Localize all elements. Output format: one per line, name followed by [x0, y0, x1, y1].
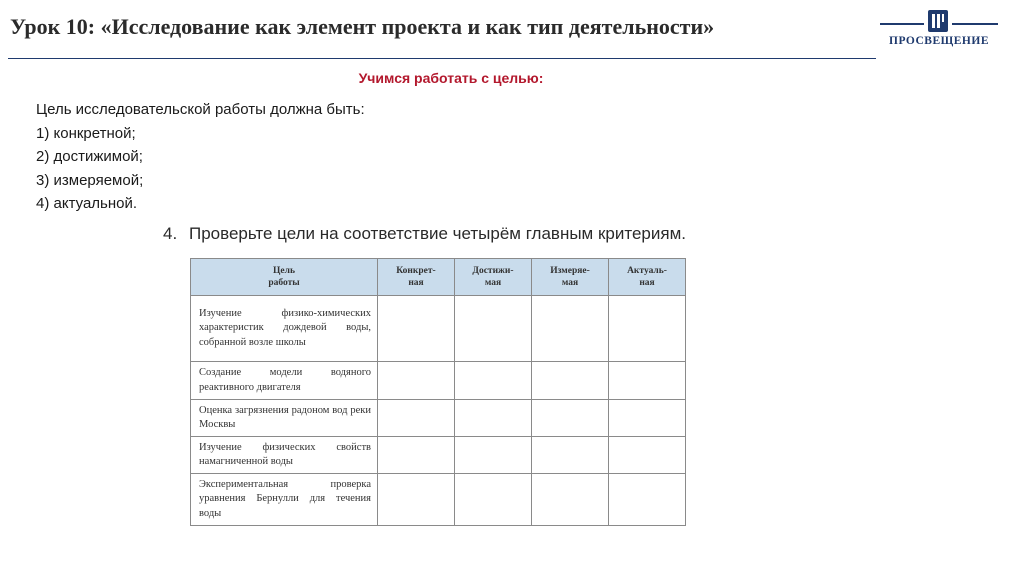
- goal-cell: Создание модели водяного реактивного двигателя: [191, 362, 378, 400]
- empty-cell: [455, 437, 532, 474]
- goals-criteria-table: [190, 258, 686, 526]
- empty-cell: [532, 474, 609, 526]
- section-subtitle: Учимся работать с целью:: [358, 70, 544, 86]
- header-measurable: Измеряе- мая: [532, 259, 609, 296]
- task-text: Проверьте цели на соответствие четырём главным критериям.: [189, 224, 686, 243]
- criteria-list: [36, 98, 365, 216]
- table-row: [191, 400, 686, 437]
- task-instruction: [163, 224, 686, 244]
- logo-line-left: [880, 23, 924, 25]
- empty-cell: [609, 474, 686, 526]
- empty-cell: [455, 474, 532, 526]
- empty-cell: [609, 362, 686, 400]
- slide-title: Урок 10: «Исследование как элемент проекта и как тип деятельности»: [10, 14, 715, 39]
- empty-cell: [532, 437, 609, 474]
- empty-cell: [455, 362, 532, 400]
- goal-cell: Оценка загрязнения радоном вод реки Москвы: [191, 400, 378, 437]
- header-goal: Цель работы: [191, 259, 378, 296]
- table-row: [191, 437, 686, 474]
- table-row: [191, 474, 686, 526]
- logo-line-right: [952, 23, 998, 25]
- table-row: [191, 362, 686, 400]
- empty-cell: [532, 400, 609, 437]
- empty-cell: [455, 296, 532, 362]
- header-relevant: Актуаль- ная: [609, 259, 686, 296]
- criteria-item: 4) актуальной.: [36, 195, 138, 212]
- table-header-row: [191, 259, 686, 296]
- empty-cell: [532, 362, 609, 400]
- task-number: 4.: [163, 224, 178, 243]
- logo-emblem-icon: [928, 10, 948, 32]
- logo-text: ПРОСВЕЩЕНИЕ: [889, 35, 989, 47]
- title-divider: [8, 58, 876, 59]
- header-achievable: Достижи- мая: [455, 259, 532, 296]
- goal-cell: Экспериментальная проверка уравнения Бернулли для течения воды: [191, 474, 378, 526]
- empty-cell: [378, 362, 455, 400]
- empty-cell: [455, 400, 532, 437]
- criteria-intro: Цель исследовательской работы должна быть:: [36, 101, 365, 118]
- empty-cell: [378, 296, 455, 362]
- empty-cell: [378, 400, 455, 437]
- empty-cell: [609, 437, 686, 474]
- empty-cell: [378, 437, 455, 474]
- prosveshchenie-logo: [878, 8, 1000, 50]
- empty-cell: [609, 296, 686, 362]
- header-specific: Конкрет- ная: [378, 259, 455, 296]
- criteria-item: 2) достижимой;: [36, 148, 143, 165]
- criteria-item: 1) конкретной;: [36, 124, 136, 142]
- criteria-item: 3) измеряемой;: [36, 171, 144, 189]
- table-row: [191, 296, 686, 362]
- empty-cell: [378, 474, 455, 526]
- empty-cell: [609, 400, 686, 437]
- empty-cell: [532, 296, 609, 362]
- goal-cell: Изучение физических свойств намагниченной воды: [191, 437, 378, 474]
- goal-cell: Изучение физико-химических характеристик дождевой воды, собранной возле школы: [191, 296, 378, 362]
